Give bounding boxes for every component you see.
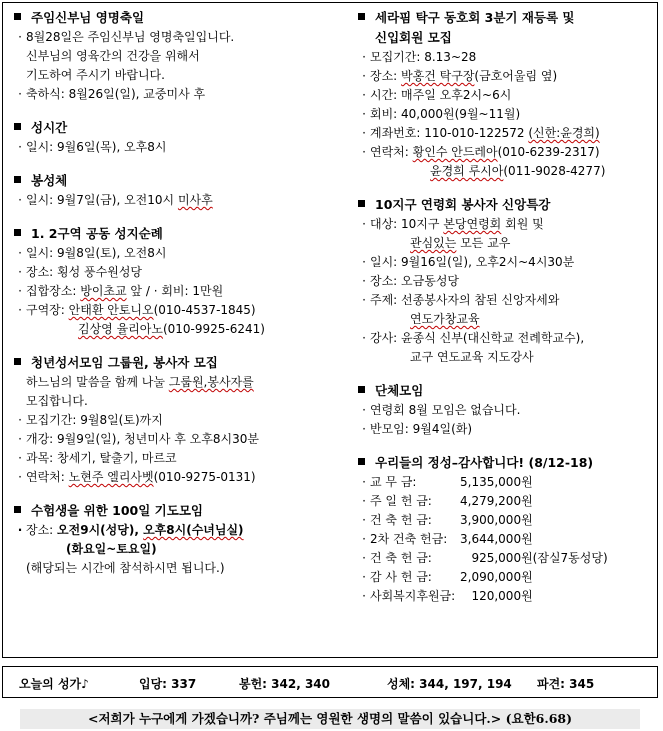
offering-row: · 사회복지후원금: 120,000원 [362,589,533,603]
section-lecture: 10지구 연령회 봉사자 신앙특강 · 대상: 10지구 본당연령회 회원 및 관심있는 모든 교우 · 일시: 9월16일(일), 오후2시~4시30분 · 장소: 오금동성당 · 주제: 선종봉사자의 참된 신앙자세와 연도가창교육 · 강사: 윤종식 신부(대신학교 전례학교수), 교구 연도교육 지도강사 [358,195,654,367]
section-feast-day: 주임신부님 영명축일 · 8월28일은 주임신부님 영명축일입니다. 신부님의 영육간의 건강을 위해서 기도하여 주시기 바랍니다. · 축하식: 8월26일(일), 교중미사 후 [14,8,344,104]
section-communion-visit: 봉성체 · 일시: 9월7일(금), 오전10시 미사후 [14,171,344,210]
bullet-square-icon [14,123,21,130]
bullet-square-icon [14,13,21,20]
bullet-square-icon [14,176,21,183]
section-title: 1. 2구역 공동 성지순례 [31,226,163,241]
bullet-square-icon [358,13,365,20]
hymn-entrance: 입당: 337 [139,677,197,691]
offering-row: · 2차 건축 헌금: 3,644,000원 [362,532,533,546]
bullet-square-icon [358,458,365,465]
section-bible-study: 청년성서모임 그룹원, 봉사자 모집 하느님의 말씀을 함께 나눌 그룹원,봉사자를 모집합니다. · 모집기간: 9월8일(토)까지 · 개강: 9월9일(일), 청년미사 후 오후8시30분 · 과목: 창세기, 탈출기, 마르코 · 연락처: 노현주 엘리사벳(010-9275-0131) [14,353,344,487]
section-title: 봉성체 [31,173,68,188]
section-title: 세라핌 탁구 동호회 3분기 재등록 및 [375,10,575,25]
hymn-communion: 성체: 344, 197, 194 [387,677,512,691]
section-offerings [358,453,654,606]
bullet-dot-icon: · [18,87,22,101]
hymn-bar [2,666,658,698]
section-holy-hour: 성시간 · 일시: 9월6일(목), 오후8시 [14,118,344,157]
section-title: 청년성서모임 그룹원, 봉사자 모집 [31,355,218,370]
section-title: 10지구 연령회 봉사자 신앙특강 [375,197,551,212]
offering-row: · 감 사 헌 금: 2,090,000원 [362,570,533,584]
bullet-square-icon [14,229,21,236]
section-title: 주임신부님 영명축일 [31,10,145,25]
section-exam-prayer: 수험생을 위한 100일 기도모임 · 장소: 오전9시(성당), 오후8시(수녀님실) (화요일~토요일) (해당되는 시간에 참석하시면 됩니다.) [14,501,344,578]
hymn-offertory: 봉헌: 342, 340 [239,677,330,691]
left-column [14,8,344,592]
section-groups: 단체모임 · 연령회 8월 모임은 없습니다. · 반모임: 9월4일(화) [358,381,654,439]
bullet-square-icon [14,506,21,513]
bullet-dot-icon: · [18,30,22,44]
offering-row: · 건 축 헌 금: 925,000원 (잠실7동성당) [362,551,608,565]
right-column [358,8,654,620]
offering-row: · 주 일 헌 금: 4,279,200원 [362,494,533,508]
bullet-square-icon [358,200,365,207]
section-table-tennis: 세라핌 탁구 동호회 3분기 재등록 및 신입회원 모집 · 모집기간: 8.13~28 · 장소: 박홍건 탁구장(금호어울림 옆) · 시간: 매주일 오후2시~6시 · 회비: 40,000원(9월~11월) · 계좌번호: 110-010-122572 (신한:윤경희) · 연락처: 황인수 안드레아(010-6239-2317) 윤경희 루시아(011-9028-4277) [358,8,654,181]
section-title: 성시간 [31,120,68,135]
section-title: 단체모임 [375,383,424,398]
offering-table [358,473,608,606]
hymn-dismissal: 파견: 345 [537,677,595,691]
hymn-label: 오늘의 성가♪ [19,677,89,691]
section-title: 우리들의 정성–감사합니다! (8/12-18) [375,455,594,470]
bullet-square-icon [14,358,21,365]
section-pilgrimage: 1. 2구역 공동 성지순례 · 일시: 9월8일(토), 오전8시 · 장소: 횡성 풍수원성당 · 집합장소: 방이초교 앞 / · 회비: 1만원 · 구역장: 안태환 안토니오(010-4537-1845) 김상영 율리아노(010-9925-6241) [14,224,344,339]
offering-row: · 건 축 헌 금: 3,900,000원 [362,513,533,527]
bible-verse: <저희가 누구에게 가겠습니까? 주님께는 영원한 생명의 말씀이 있습니다.> (요한6.68) [20,709,640,729]
bullet-square-icon [358,386,365,393]
offering-row: · 교 무 금: 5,135,000원 [362,475,533,489]
section-title: 수험생을 위한 100일 기도모임 [31,503,203,518]
